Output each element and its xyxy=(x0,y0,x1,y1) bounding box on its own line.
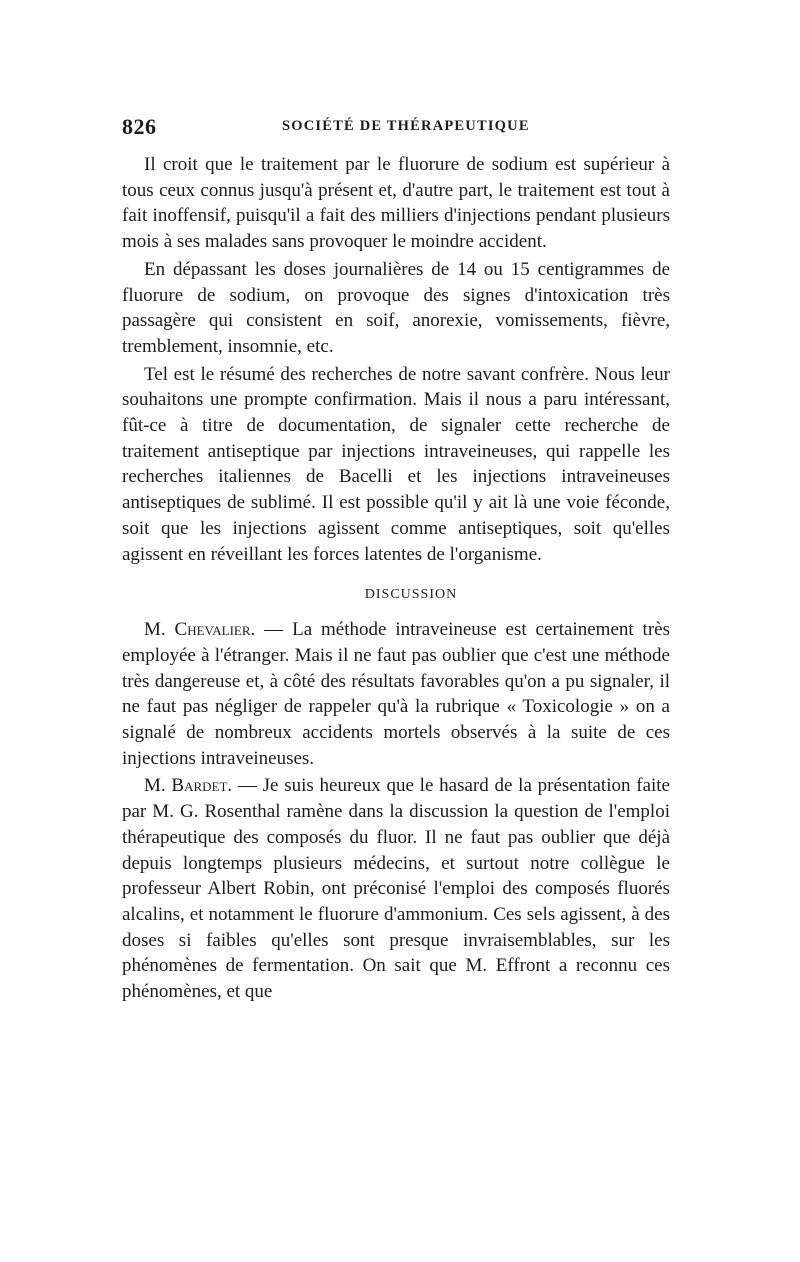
body-text xyxy=(122,152,670,1007)
discussion-entry-chevalier xyxy=(122,617,670,771)
page-number: 826 xyxy=(122,114,157,139)
speaker-remark: — Je suis heureux que le hasard de la présentation faite par M. G. Rosenthal ramène dans la discussion la question de l'emploi thérapeutique des composés du fluor. Il ne faut pas oublier que déjà depuis longtemps plusieurs médecins, et surtout notre collègue le professeur Albert Robin, ont préconisé l'emploi des composés fluorés alcalins, et notamment le fluorure d'ammonium. Ces sels agissent, à des doses si faibles qu'elles sont presque invraisemblables, sur les phénomènes de fermentation. On sait que M. Effront a reconnu ces phénomènes, et que xyxy=(122,775,670,1003)
paragraph-doses-intoxication: En dépassant les doses journalières de 14 ou 15 centigrammes de fluorure de sodium, on provoque des signes d'intoxication très passagère qui consistent en soif, anorexie, vomissements, fièvre, tremblement, insomnie, etc. xyxy=(122,258,670,357)
speaker-remark: — La méthode intraveineuse est certainement très employée à l'étranger. Mais il ne faut pas oublier que c'est une méthode très dangereuse et, à côté des résultats favorables qu'on a pu signaler, il ne faut pas négliger de rappeler qu'à la rubrique « Toxicologie » on a signalé de nombreux accidents mortels observés à la suite de ces injections intraveineuses. xyxy=(122,619,670,769)
speaker-name: M. Chevalier. xyxy=(144,619,256,641)
speaker-name: M. Bardet. xyxy=(144,775,233,797)
discussion-entry-bardet xyxy=(122,773,670,1004)
paragraph-fluorure-traitement: Il croit que le traitement par le fluorure de sodium est supérieur à tous ceux connus jusqu'à présent et, d'autre part, le traitement est tout à fait inoffensif, puisqu'il a fait des milliers d'injections pendant plusieurs mois à ses malades sans provoquer le moindre accident. xyxy=(122,154,670,253)
discussion-heading: DISCUSSION xyxy=(364,587,458,603)
page-header xyxy=(122,114,670,140)
paragraph-resume-recherches: Tel est le résumé des recherches de notre savant confrère. Nous leur souhaitons une prompte confirmation. Mais il nous a paru intéressant, fût-ce à titre de documentation, de signaler cette recherche de traitement antiseptique par injections intraveineuses, qui rappelle les recherches italiennes de Bacelli et les injections intraveineuses antiseptiques de sublimé. Il est possible qu'il y ait là une voie féconde, soit que les injections agissent comme antiseptiques, soit qu'elles agissent en réveillant les forces latentes de l'organisme. xyxy=(122,363,670,565)
running-title: SOCIÉTÉ DE THÉRAPEUTIQUE xyxy=(282,118,530,134)
